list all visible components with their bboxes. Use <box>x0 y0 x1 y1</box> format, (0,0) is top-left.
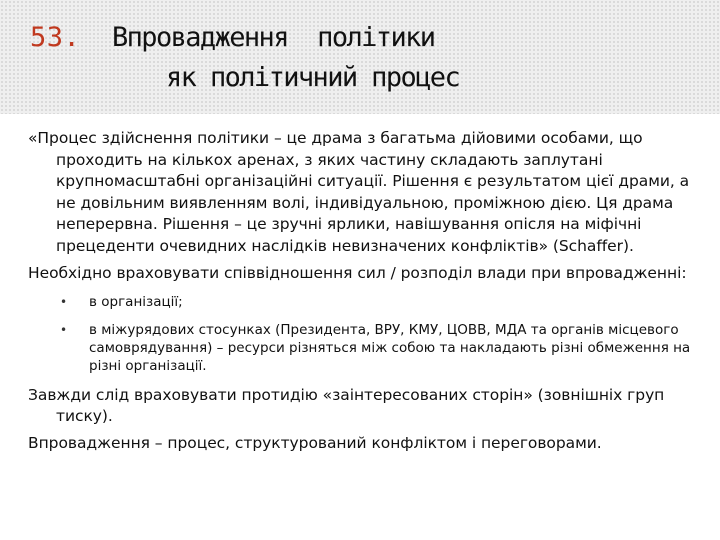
slide-number: 53. <box>30 22 81 53</box>
schaffer-quote: «Процес здійснення політики – це драма з багатьма дійовими особами, що проходить на кількох аренах, з яких частину складають заплутані крупномасштабні організаційні ситуації. Рішення є результатом цієї драми, а не довільним виявленням волі, індивідуальною, проміжною дією. Ця драма неперервна. Рішення – це зручні ярлики, навішування опісля на міфічні прецеденти очевидних наслідків невизначених конфліктів» (Schaffer). <box>28 129 690 255</box>
list-item-text: в організації; <box>89 293 183 310</box>
bullet-icon: • <box>60 294 68 309</box>
list-item <box>28 321 694 375</box>
bullet-icon: • <box>60 322 68 337</box>
title-band <box>0 0 720 114</box>
conclusion-paragraph: Впровадження – процес, структурований конфліктом і переговорами. <box>28 433 602 452</box>
sub-bullet-list <box>28 293 694 375</box>
list-item <box>28 293 694 311</box>
power-balance-paragraph: Необхідно враховувати співвідношення сил / розподіл влади при впровадженні: <box>28 264 687 282</box>
slide-title-line-1: Впровадження політики <box>112 22 435 53</box>
slide-content <box>28 128 694 459</box>
list-item-text: в міжурядових стосунках (Президента, ВРУ, КМУ, ЦОВВ, МДА та органів місцевого самоврядування) – ресурси різняться між собою та накладають різні обмеження на різні організації. <box>89 321 691 374</box>
stakeholders-paragraph: Завжди слід враховувати протидію «заінтересованих сторін» (зовнішніх груп тиску). <box>28 385 665 425</box>
slide-title-line-2: як політичний процес <box>166 62 460 93</box>
